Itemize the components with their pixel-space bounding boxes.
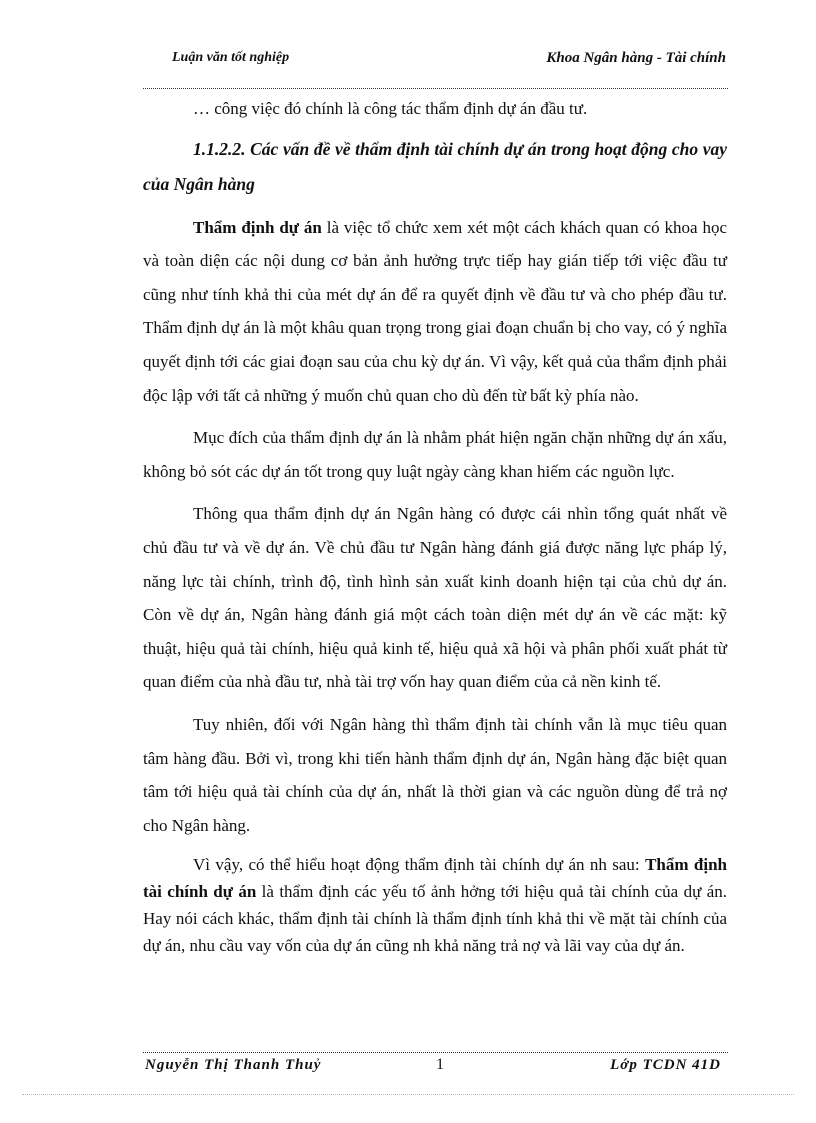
page-bottom-divider — [22, 1094, 794, 1095]
paragraph-definition-text: là việc tổ chức xem xét một cách khách quan có khoa học và toàn diện các nội dung cơ bản ảnh hưởng trực tiếp hay gián tiếp tới việc đầu tư cũng như tính khả thi của mét dự án để ra quyết định về đầu tư và cho phép đầu tư. Thẩm định dự án là một khâu quan trọng trong giai đoạn chuẩn bị cho vay, có ý nghĩa quyết định tới các giai đoạn sau của chu kỳ dự án. Vì vậy, kết quả của thẩm định phải độc lập với tất cả những ý muốn chủ quan cho dù đến từ bất kỳ phía nào. — [143, 217, 727, 405]
header-divider — [143, 88, 728, 89]
footer-author: Nguyễn Thị Thanh Thuỷ — [145, 1057, 322, 1073]
header-faculty-label: Khoa Ngân hàng - Tài chính — [546, 50, 726, 66]
paragraph-overview: Thông qua thẩm định dự án Ngân hàng có được cái nhìn tổng quát nhất về chủ đầu tư và về dự án. Về chủ đầu tư Ngân hàng đánh giá được năng lực pháp lý, năng lực tài chính, trình độ, tình hình sản xuất kinh doanh hiện tại của chủ dự án. Còn về dự án, Ngân hàng đánh giá một cách toàn diện mét dự án về các mặt: kỹ thuật, hiệu quả tài chính, hiệu quả kinh tế, hiệu quả xã hội và phân phối xuất phát từ quan điểm của nhà đầu tư, nhà tài trợ vốn hay quan điểm của cả nền kinh tế. — [143, 504, 727, 692]
term-financial-appraisal: Thẩm định tài chính dự án — [143, 855, 727, 902]
paragraph-financial-appraisal — [143, 851, 727, 959]
section-heading: 1.1.2.2. Các vấn đề về thẩm định tài chính dự án trong hoạt động cho vay của Ngân hàng — [143, 138, 727, 194]
lead-line: … công việc đó chính là công tác thẩm định dự án đầu tư. — [193, 99, 588, 118]
footer-divider — [143, 1052, 728, 1053]
term-project-appraisal: Thẩm định dự án — [193, 217, 322, 237]
paragraph-financial-intro: Vì vậy, có thể hiểu hoạt động thẩm định tài chính dự án nh sau: — [193, 855, 646, 875]
header-thesis-label: Luận văn tốt nghiệp — [172, 50, 290, 65]
paragraph-priority: Tuy nhiên, đối với Ngân hàng thì thẩm định tài chính vẫn là mục tiêu quan tâm hàng đầu. Bởi vì, trong khi tiến hành thẩm định dự án, Ngân hàng đặc biệt quan tâm tới hiệu quả tài chính của dự án, nhất là thời gian và các nguồn dùng để trả nợ cho Ngân hàng. — [143, 714, 727, 835]
paragraph-purpose: Mục đích của thẩm định dự án là nhằm phát hiện ngăn chặn những dự án xấu, không bỏ sót các dự án tốt trong quy luật ngày càng khan hiếm các nguồn lực. — [143, 428, 727, 481]
paragraph-financial-text: là thẩm định các yếu tố ảnh hởng tới hiệu quả tài chính của dự án. Hay nói cách khác, thẩm định tài chính là thẩm định tính khả thi về mặt tài chính của dự án, nhu cầu vay vốn của dự án cũng nh khả năng trả nợ và lãi vay của dự án. — [143, 882, 727, 956]
document-body — [143, 92, 727, 959]
paragraph-definition — [143, 211, 727, 413]
footer-class: Lớp TCDN 41D — [610, 1057, 721, 1073]
footer-page-number: 1 — [436, 1056, 444, 1073]
